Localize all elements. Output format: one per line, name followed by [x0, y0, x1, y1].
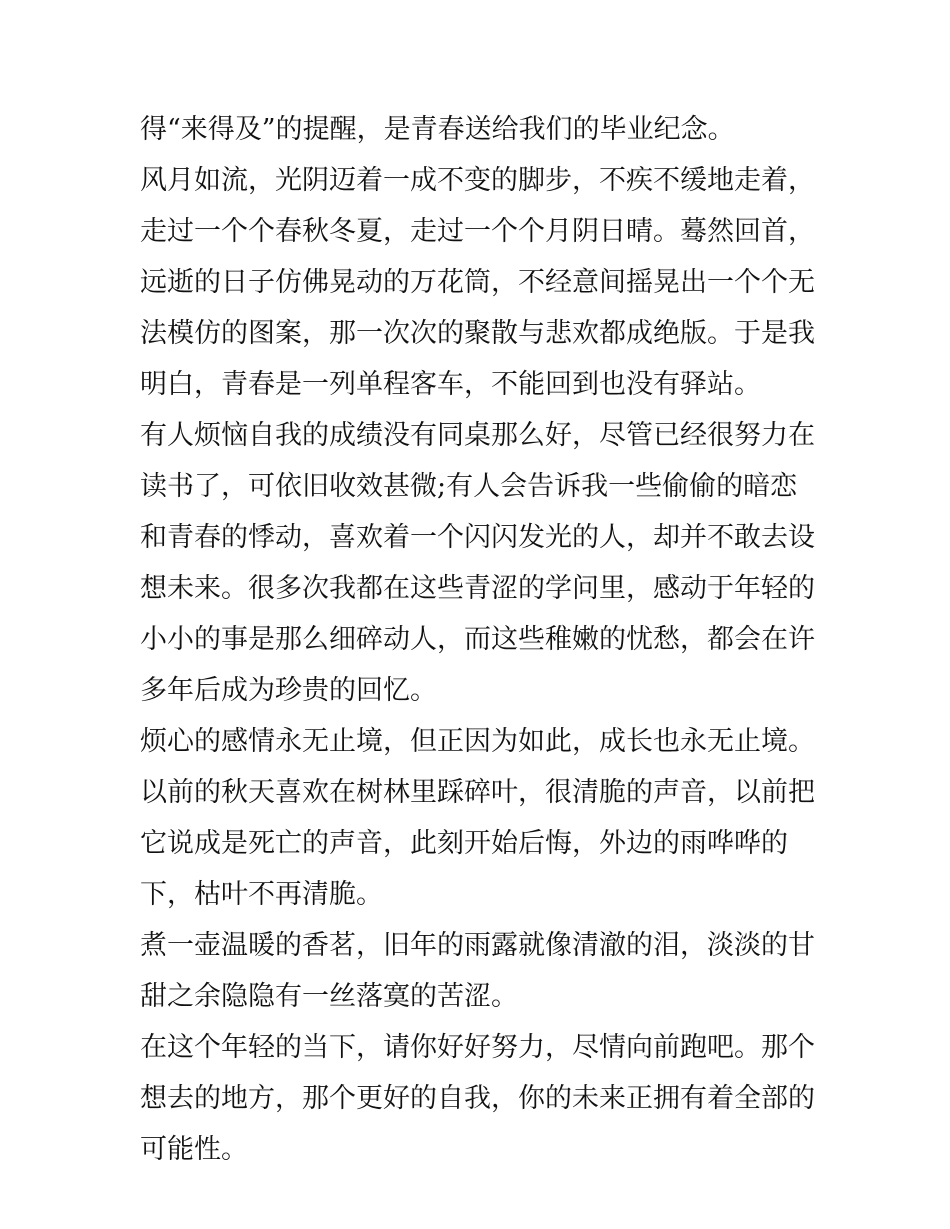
document-body: [140, 104, 820, 1175]
paragraph-4: 烦心的感情永无止境，但正因为如此，成长也永无止境。: [140, 726, 815, 757]
paragraph-5: 以前的秋天喜欢在树林里踩碎叶，很清脆的声音，以前把它说成是死亡的声音，此刻开始后悔，外边的雨哗哗的下，枯叶不再清脆。: [140, 777, 815, 910]
paragraph-6: 煮一壶温暖的香茗，旧年的雨露就像清澈的泪，淡淡的甘甜之余隐隐有一丝落寞的苦涩。: [140, 930, 815, 1012]
paragraph-7: 在这个年轻的当下，请你好好努力，尽情向前跑吧。那个想去的地方，那个更好的自我，你的未来正拥有着全部的可能性。: [140, 1032, 815, 1165]
paragraph-2: 风月如流，光阴迈着一成不变的脚步，不疾不缓地走着，走过一个个春秋冬夏，走过一个个月阴日晴。蓦然回首，远逝的日子仿佛晃动的万花筒，不经意间摇晃出一个个无法模仿的图案，那一次次的聚散与悲欢都成绝版。于是我明白，青春是一列单程客车，不能回到也没有驿站。: [140, 165, 815, 400]
paragraph-1: 得“来得及”的提醒，是青春送给我们的毕业纪念。: [140, 114, 735, 145]
paragraph-3: 有人烦恼自我的成绩没有同桌那么好，尽管已经很努力在读书了，可依旧收效甚微;有人会告诉我一些偷偷的暗恋和青春的悸动，喜欢着一个闪闪发光的人，却并不敢去设想未来。很多次我都在这些青涩的学问里，感动于年轻的小小的事是那么细碎动人，而这些稚嫩的忧愁，都会在许多年后成为珍贵的回忆。: [140, 420, 815, 706]
